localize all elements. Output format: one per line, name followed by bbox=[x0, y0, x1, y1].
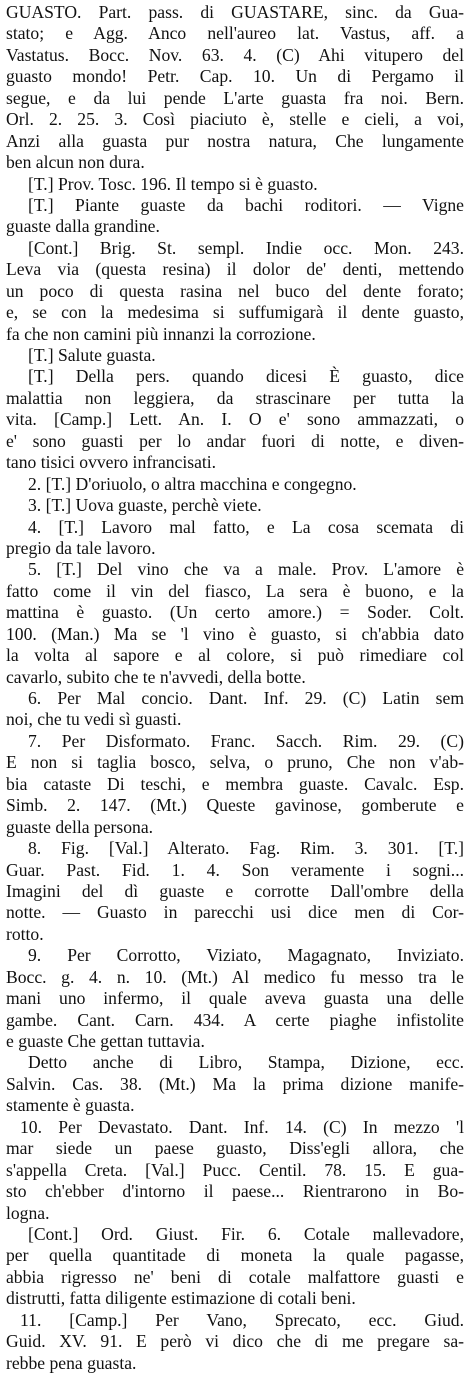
entry-line: Vastatus. Bocc. Nov. 63. 4. (C) Ahi vitupero del bbox=[6, 44, 464, 65]
entry-line: pregio da tale lavoro. bbox=[6, 537, 156, 558]
entry-line: Leva via (questa resina) il dolor de' denti, mettendo bbox=[6, 259, 464, 280]
entry-line: stato; e Agg. Anco nell'aureo lat. Vastus, aff. a bbox=[6, 23, 464, 44]
entry-line: stamente è guasta. bbox=[6, 1095, 135, 1116]
entry-line: GUASTO. Part. pass. di GUASTARE, sinc. da Gua- bbox=[6, 2, 464, 22]
entry-line: logna. bbox=[6, 1202, 50, 1223]
entry-line: Bocc. g. 4. n. 10. (Mt.) Al medico fu messo tra le bbox=[6, 966, 464, 987]
entry-line: 10. Per Devastato. Dant. Inf. 14. (C) In mezzo 'l bbox=[20, 1116, 464, 1137]
entry-line: Orl. 2. 25. 3. Così piaciuto è, stelle e cieli, a voi, bbox=[6, 109, 464, 130]
entry-line: rebbe pena guasta. bbox=[6, 1352, 137, 1373]
entry-line: Guar. Past. Fid. 1. 4. Son veramente i sogni... bbox=[6, 859, 464, 880]
entry-line: fa che non camini più innanzi la corrozione. bbox=[6, 323, 316, 344]
entry-line: 9. Per Corrotto, Viziato, Magagnato, Inviziato. bbox=[28, 945, 464, 966]
entry-line: distrutti, fatta diligente estimazione di cotali beni. bbox=[6, 1288, 356, 1309]
entry-line: guasto mondo! Petr. Cap. 10. Un di Pergamo il bbox=[6, 66, 464, 87]
entry-line: 2. [T.] D'oriuolo, o altra macchina e congegno. bbox=[28, 473, 357, 494]
entry-line: Salvin. Cas. 38. (Mt.) Ma la prima dizione manife- bbox=[6, 1073, 464, 1094]
entry-line: notte. — Guasto in parecchi usi dice men di Cor- bbox=[6, 902, 464, 923]
entry-line: rotto. bbox=[6, 923, 44, 944]
entry-line: segue, e da lui pende L'arte guasta fra noi. Bern. bbox=[6, 87, 464, 108]
entry-line: Anzi alla guasta pur nostra natura, Che lungamente bbox=[6, 130, 464, 151]
entry-line: per quella quantitade di moneta la quale pagasse, bbox=[6, 1245, 464, 1266]
entry-line: malattia non leggiera, da strascinare per tutta la bbox=[6, 387, 464, 408]
entry-line: Imagini del dì guaste e corrotte Dall'ombre della bbox=[6, 880, 464, 901]
entry-line: 11. [Camp.] Per Vano, Sprecato, ecc. Giud. bbox=[20, 1309, 464, 1330]
entry-line: e' sono guasti per lo andar fuori di notte, e diven- bbox=[6, 430, 464, 451]
entry-line: e guaste Che gettan tuttavia. bbox=[6, 1031, 205, 1051]
entry-line: tano tisici ovvero infrancisati. bbox=[6, 452, 217, 473]
entry-line: guaste dalla grandine. bbox=[6, 216, 160, 237]
entry-line: guaste della persona. bbox=[6, 816, 154, 837]
entry-line: Detto anche di Libro, Stampa, Dizione, ecc. bbox=[28, 1052, 464, 1073]
entry-line: [Cont.] Ord. Giust. Fir. 6. Cotale mallevadore, bbox=[28, 1223, 464, 1244]
entry-line: e, se con la medesima si suffumigarà il dente guasto, bbox=[6, 302, 464, 323]
entry-line: Guid. XV. 91. E però vi dico che di me pregare sa- bbox=[6, 1331, 464, 1352]
entry-line: 100. (Man.) Ma se 'l vino è guasto, si ch'abbia dato bbox=[6, 623, 464, 644]
entry-line: cavarlo, subito che te n'avvedi, della botte. bbox=[6, 666, 306, 687]
entry-line: [T.] Prov. Tosc. 196. Il tempo si è guasto. bbox=[28, 173, 318, 194]
entry-line: noi, che tu vedi sì guasti. bbox=[6, 709, 182, 730]
entry-line: ben alcun non dura. bbox=[6, 152, 145, 173]
entry-line: 5. [T.] Del vino che va a male. Prov. L'amore è bbox=[28, 559, 464, 580]
entry-line: [T.] Salute guasta. bbox=[28, 345, 156, 365]
entry-line: mani uno infermo, il quale aveva guasta una delle bbox=[6, 988, 464, 1009]
entry-line: mar siede un paese guasto, Diss'egli allora, che bbox=[6, 1138, 464, 1159]
entry-line: mattina è guasto. (Un certo amore.) = Soder. Colt. bbox=[6, 602, 464, 623]
entry-line: [T.] Piante guaste da bachi roditori. — Vigne bbox=[28, 194, 464, 215]
entry-line: bia cataste Di teschi, e membra guaste. Cavalc. Esp. bbox=[6, 773, 464, 794]
entry-line: fatto come il vin del fiasco, La sera è buono, e la bbox=[6, 580, 464, 601]
entry-line: Simb. 2. 147. (Mt.) Queste gavinose, gomberute e bbox=[6, 795, 464, 816]
entry-line: vita. [Camp.] Lett. An. I. O e' sono ammazzati, o bbox=[6, 409, 464, 430]
entry-line: gambe. Cant. Carn. 434. A certe piaghe infistolite bbox=[6, 1009, 464, 1030]
entry-line: sto ch'ebber d'intorno il paese... Rientrarono in Bo- bbox=[6, 1181, 464, 1202]
entry-guasto bbox=[6, 2, 464, 1374]
entry-line: 7. Per Disformato. Franc. Sacch. Rim. 29. (C) bbox=[28, 730, 464, 751]
entry-line: s'appella Creta. [Val.] Pucc. Centil. 78. 15. E gua- bbox=[6, 1159, 464, 1180]
entry-line: un poco di questa rasina nel buco del dente forato; bbox=[6, 280, 464, 301]
entry-line: 3. [T.] Uova guaste, perchè viete. bbox=[28, 495, 262, 516]
entry-line: [T.] Della pers. quando dicesi È guasto, dice bbox=[28, 366, 464, 387]
entry-line: la volta al sapore e al colore, si può rimediare col bbox=[6, 645, 464, 666]
entry-line: 6. Per Mal concio. Dant. Inf. 29. (C) Latin sem bbox=[28, 688, 464, 708]
entry-line: [Cont.] Brig. St. sempl. Indie occ. Mon. 243. bbox=[28, 237, 464, 258]
entry-line: 8. Fig. [Val.] Alterato. Fag. Rim. 3. 301. [T.] bbox=[28, 838, 464, 859]
entry-line: E non si taglia bosco, selva, o pruno, Che non v'ab- bbox=[6, 752, 464, 773]
entry-line: abbia rigresso ne' beni di cotale malfattore guasti e bbox=[6, 1266, 464, 1287]
entry-line: 4. [T.] Lavoro mal fatto, e La cosa scemata di bbox=[28, 516, 464, 537]
